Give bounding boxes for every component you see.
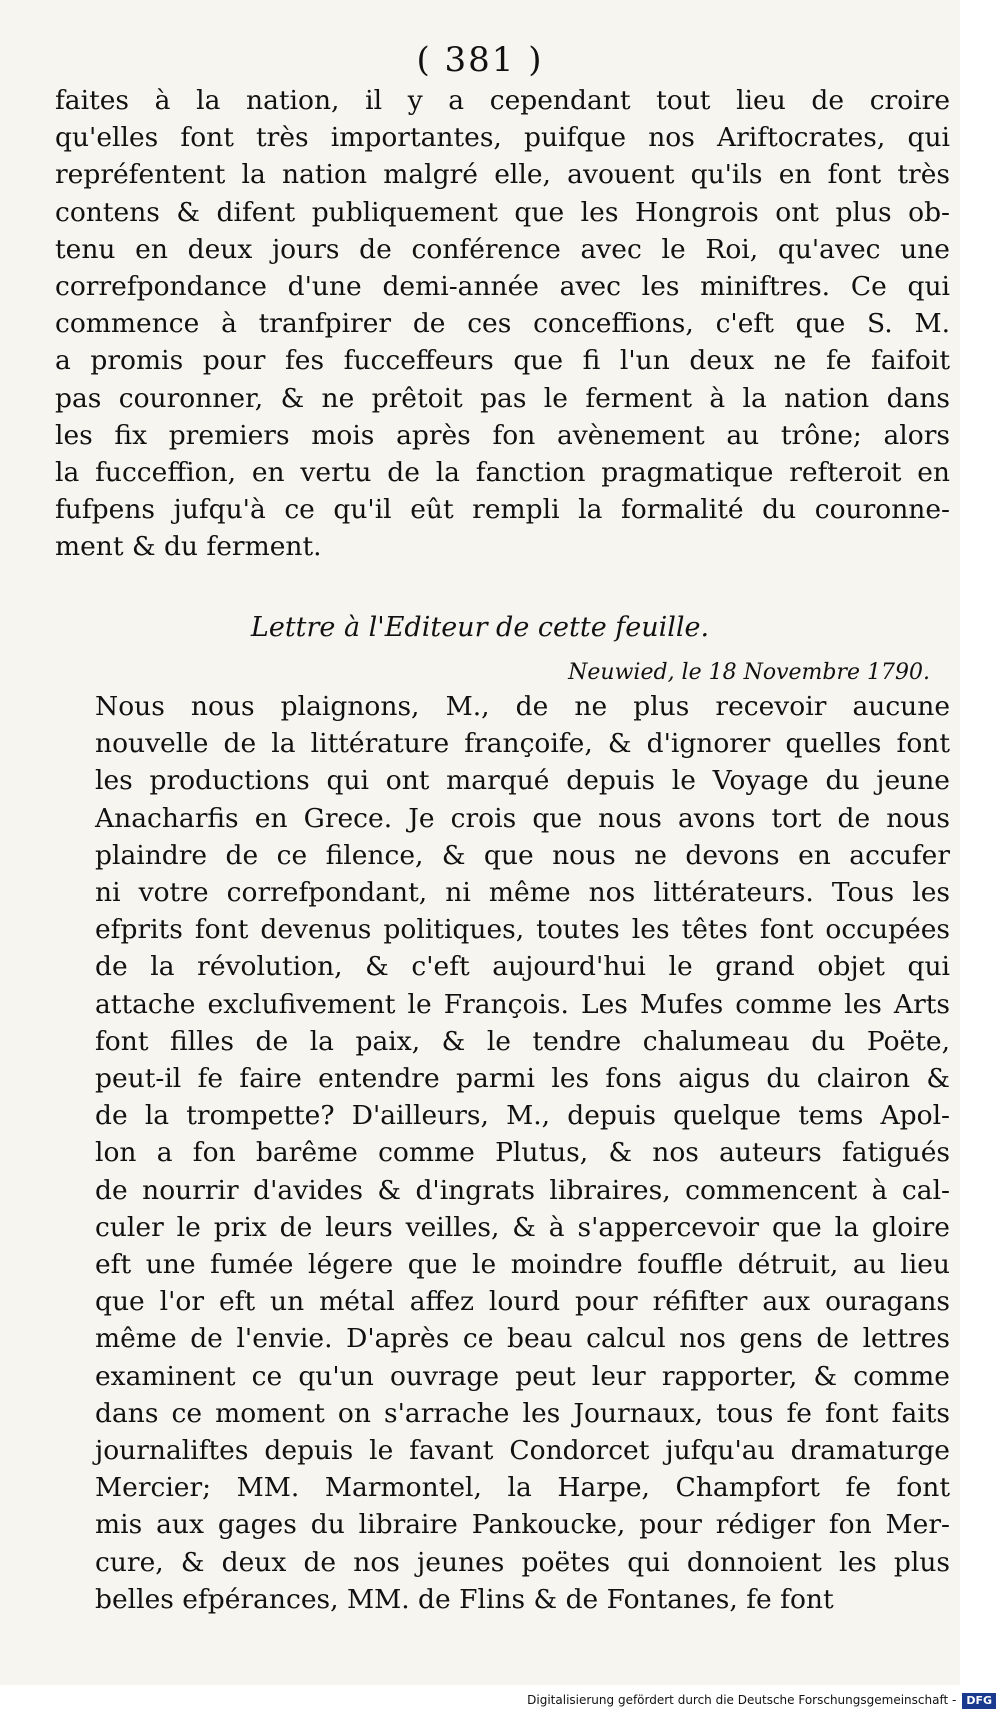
text-line: même de l'envie. D'après ce beau calcul nos gens de lettres: [95, 1323, 950, 1355]
text-line: cure, & deux de nos jeunes poëtes qui donnoient les plus: [95, 1546, 950, 1578]
text-line: eft une fumée légere que le moindre fouffle détruit, au lieu: [95, 1249, 950, 1281]
page-number: ( 381 ): [416, 40, 544, 80]
text-line: Mercier; MM. Marmontel, la Harpe, Champfort fe font: [95, 1472, 950, 1504]
text-line: tenu en deux jours de conférence avec le Roi, qu'avec une: [55, 233, 950, 265]
text-line: plaindre de ce filence, & que nous ne devons en accufer: [95, 839, 950, 871]
footer-credit: Digitalisierung gefördert durch die Deutsche Forschungsgemeinschaft -: [527, 1693, 957, 1707]
text-line: repréfentent la nation malgré elle, avouent qu'ils en font très: [55, 159, 950, 191]
text-line: ni votre correfpondant, ni même nos littérateurs. Tous les: [95, 877, 950, 909]
text-line: ment & du ferment.: [55, 531, 322, 563]
text-line: faites à la nation, il y a cependant tout lieu de croire: [55, 85, 950, 116]
text-line: culer le prix de leurs veilles, & à s'appercevoir que la gloire: [95, 1211, 950, 1243]
paragraph-1: [55, 82, 950, 566]
text-line: que l'or eft un métal affez lourd pour réfifter aux ouragans: [95, 1286, 950, 1318]
text-line: fufpens jufqu'à ce qu'il eût rempli la formalité du couronne-: [55, 494, 950, 526]
text-line: efprits font devenus politiques, toutes les têtes font occupées: [95, 914, 950, 946]
text-line: de la révolution, & c'eft aujourd'hui le grand objet qui: [95, 951, 950, 983]
text-line: attache exclufivement le François. Les Mufes comme les Arts: [95, 988, 950, 1020]
text-line: belles efpérances, MM. de Flins & de Fontanes, fe font: [95, 1583, 834, 1615]
text-line: les productions qui ont marqué depuis le Voyage du jeune: [95, 765, 950, 797]
text-line: pas couronner, & ne prêtoit pas le ferment à la nation dans: [55, 382, 950, 414]
text-line: a promis pour fes fucceffeurs que fi l'un deux ne fe faifoit: [55, 345, 950, 377]
text-line: commence à tranfpirer de ces conceffions, c'eft que S. M.: [55, 308, 950, 340]
text-line: peut-il fe faire entendre parmi les fons aigus du clairon &: [95, 1063, 950, 1095]
text-line: la fucceffion, en vertu de la fanction pragmatique refteroit en: [55, 457, 950, 489]
text-line: qu'elles font très importantes, puifque nos Ariftocrates, qui: [55, 122, 950, 154]
letter-dateline: Neuwied, le 18 Novembre 1790.: [568, 660, 930, 685]
text-line: contens & difent publiquement que les Hongrois ont plus ob-: [55, 196, 950, 228]
text-line: nouvelle de la littérature françoife, & d'ignorer quelles font: [95, 728, 950, 760]
dfg-logo: DFG: [962, 1693, 996, 1709]
text-line: correfpondance d'une demi-année avec les miniftres. Ce qui: [55, 271, 950, 303]
text-line: journaliftes depuis le favant Condorcet jufqu'au dramaturge: [95, 1435, 950, 1467]
text-line: Anacharfis en Grece. Je crois que nous avons tort de nous: [95, 802, 950, 834]
footer: [0, 1685, 1000, 1715]
text-line: les fix premiers mois après fon avènement au trône; alors: [55, 419, 950, 451]
page-margin: [960, 0, 1000, 1685]
text-line: mis aux gages du libraire Pankoucke, pour rédiger fon Mer-: [95, 1509, 950, 1541]
paragraph-2: [55, 688, 950, 1618]
text-line: examinent ce qu'un ouvrage peut leur rapporter, & comme: [95, 1360, 950, 1392]
text-line: Nous nous plaignons, M., de ne plus recevoir aucune: [95, 691, 950, 722]
text-line: de nourrir d'avides & d'ingrats libraires, commencent à cal-: [95, 1174, 950, 1206]
text-line: font filles de la paix, & le tendre chalumeau du Poëte,: [95, 1025, 950, 1057]
text-line: de la trompette? D'ailleurs, M., depuis quelque tems Apol-: [95, 1100, 950, 1132]
text-line: lon a fon barême comme Plutus, & nos auteurs fatigués: [95, 1137, 950, 1169]
text-line: dans ce moment on s'arrache les Journaux, tous fe font faits: [95, 1397, 950, 1429]
letter-heading: Lettre à l'Editeur de cette feuille.: [250, 612, 710, 643]
